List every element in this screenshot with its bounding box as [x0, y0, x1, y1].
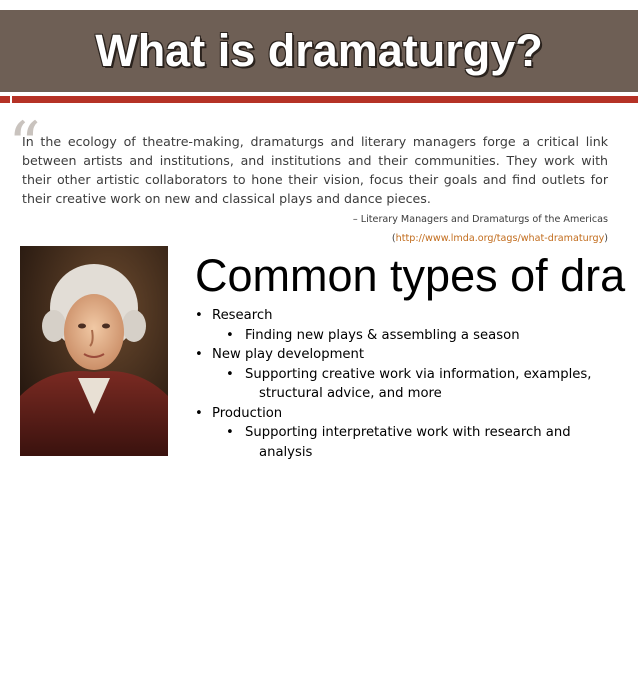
- portrait-caption: [44, 669, 160, 699]
- list-item: [195, 306, 591, 326]
- list-item: [195, 404, 591, 424]
- title-bar: [0, 10, 638, 92]
- bullet-icon: •: [226, 366, 234, 382]
- section-heading: Common types of dra: [195, 250, 626, 301]
- accent-bar: [12, 96, 638, 103]
- attribution-source: – Literary Managers and Dramaturgs of the Americas: [352, 214, 608, 225]
- lmda-link[interactable]: http://www.lmda.org/tags/what-dramaturgy: [395, 233, 605, 244]
- list-item-label: Research: [212, 308, 273, 323]
- sub-list-item: [195, 423, 591, 443]
- sub-item-label: Supporting interpretative work with research and: [245, 425, 571, 440]
- lessing-portrait: [20, 246, 168, 697]
- types-list: [195, 306, 591, 462]
- sub-item-label: Supporting creative work via information, examples,: [245, 366, 592, 382]
- sub-list-item-continuation: analysis: [259, 444, 313, 460]
- sub-item-label: Finding new plays & assembling a season: [245, 327, 520, 343]
- link-suffix: ): [604, 233, 608, 244]
- sub-list-item-continuation: structural advice, and more: [259, 386, 442, 401]
- bullet-icon: •: [226, 425, 234, 440]
- list-item-label: New play development: [212, 347, 365, 362]
- bullet-icon: •: [195, 308, 203, 323]
- attribution-link-line: [353, 229, 608, 248]
- portrait-image: [20, 246, 168, 456]
- caption-line: Ephraim Lessing: [44, 686, 124, 697]
- accent-bar-left: [0, 96, 10, 103]
- bullet-icon: •: [195, 347, 203, 362]
- bullet-icon: •: [195, 405, 203, 421]
- list-item-label: Production: [212, 405, 283, 421]
- slide-title: What is dramaturgy?: [95, 25, 543, 76]
- sub-list-item: [195, 326, 591, 346]
- bullet-icon: •: [226, 327, 234, 343]
- attribution: [353, 210, 608, 248]
- quote-mark-icon: “: [8, 109, 41, 183]
- list-item: [195, 345, 591, 365]
- sub-list-item: [195, 365, 591, 385]
- link-prefix: (: [391, 233, 396, 244]
- quote-text: In the ecology of theatre-making, dramaturgs and literary managers forge a critical link between artists and institutions, and institutions and their communities. They work with their other artistic collaborators to hone their vision, focus their goals and find outlets for their creative work on new and classical plays and dance pieces.: [22, 134, 608, 206]
- caption-line: First dramatur: Gotthold: [44, 671, 160, 682]
